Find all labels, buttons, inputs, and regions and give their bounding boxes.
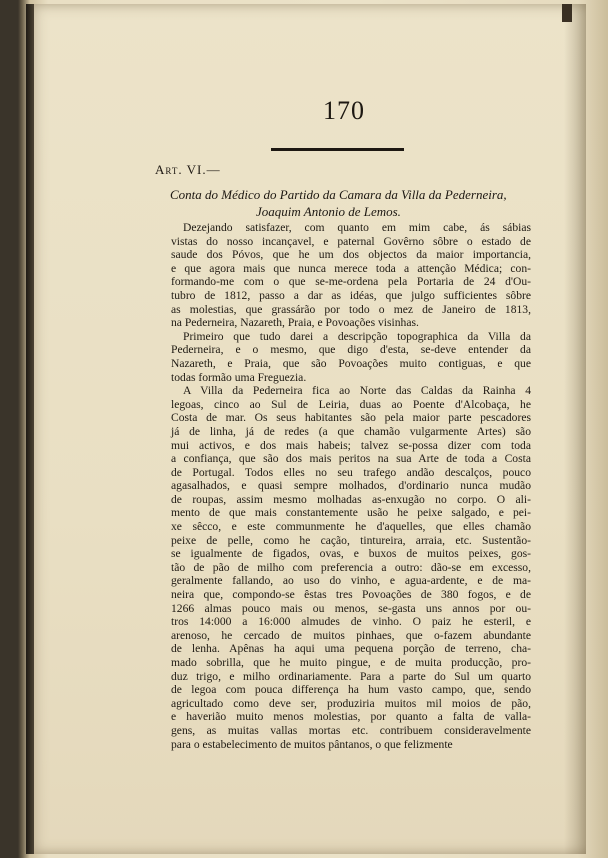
- header-rule: [271, 148, 404, 151]
- text-line: neira que, compondo-se êstas tres Povoações de 380 fogos, e de: [171, 588, 531, 602]
- article-title: [170, 186, 530, 220]
- text-line: formando-me com o que se-me-ordena pela Portaria de 24 d'Ou-: [171, 275, 531, 289]
- title-line: Conta do Médico do Partido da Camara da Villa da Pederneira,: [170, 187, 507, 202]
- paragraph: [171, 221, 531, 330]
- text-line: arenoso, he cercado de muitos pinhaes, que o-fazem abundante: [171, 628, 531, 642]
- text-line: tão de pão de milho com preferencia a outro: dão-se em excesso,: [171, 560, 531, 574]
- text-line: tros 14:000 a 16:000 almudes de vinho. O paiz he esteril, e: [171, 615, 531, 629]
- page-number: 170: [323, 96, 365, 125]
- text-line: 1266 almas pouco mais ou menos, se-gasta uns annos por ou-: [171, 601, 531, 615]
- text-line: Costa de mar. Os seus habitantes são pela maior parte pescadores: [171, 411, 531, 425]
- text-line: agricultado como deve ser, produziria muitos mil moios de pão,: [171, 696, 531, 710]
- text-line: a confiança, que são dos mais peritos na sua Arte de toda a Costa: [171, 452, 531, 466]
- text-line: já de linha, já de redes (a que chamão vulgarmente Artes) são: [171, 424, 531, 438]
- text-line: Primeiro que tudo darei a descripção topographica da Villa da: [183, 329, 531, 343]
- text-line: Dezejando satisfazer, com quanto em mim cabe, ás sábias: [183, 221, 531, 234]
- text-line: Pederneira, e o mesmo, que digo d'esta, se-deve entender da: [171, 343, 531, 357]
- text-line: de legoa com pouca differença ha hum vasto campo, que, sendo: [171, 683, 531, 697]
- text-line: na Pederneira, Nazareth, Praia, e Povoações visinhas.: [171, 316, 419, 330]
- text-line: mento de que mais constantemente usão he peixe salgado, e pei-: [171, 506, 531, 520]
- page-tab-mark: [562, 4, 572, 22]
- page-edge-shadow: [564, 4, 586, 854]
- text-line: mui activos, e dos mais habeis; talvez se-possa dizer com toda: [171, 438, 531, 452]
- text-line: se igualmente de figados, ovas, e buxos de muitos peixes, gos-: [171, 547, 531, 561]
- text-line: saude dos Póvos, que he um dos objectos da maior importancia,: [171, 248, 531, 262]
- book-spine-shadow: [26, 4, 34, 854]
- text-line: vistas do nosso incançavel, e paternal Govêrno sôbre o estado de: [171, 234, 531, 248]
- text-line: de Portugal. Todos elles no seu trafego andão descalços, pouco: [171, 465, 531, 479]
- article-heading: Art. VI.—: [155, 162, 221, 177]
- text-line: gens, as muitas vallas mortas etc. contribuem consideravelmente: [171, 723, 531, 737]
- text-line: de roupas, assim mesmo molhadas as-enxugão no corpo. O ali-: [171, 492, 531, 506]
- text-line: peixe de pelle, como he cação, tintureira, arraia, etc. Sustentão-: [171, 533, 531, 547]
- text-line: de lenha. Apênas ha aqui uma pequena porção de terreno, cha-: [171, 642, 531, 656]
- text-line: legoas, cinco ao Sul de Leiria, duas ao Poente d'Alcobaça, he: [171, 397, 531, 411]
- text-line: agasalhados, e quasi sempre molhados, d'ordinario nunca mudão: [171, 479, 531, 493]
- text-line: mado sobrilla, que he muito pingue, e de muita producção, pro-: [171, 656, 531, 669]
- title-line: Joaquim Antonio de Lemos.: [256, 204, 401, 219]
- text-line: e haverião muito menos molestias, por quanto a falta de valla-: [171, 710, 531, 724]
- text-line: Nazareth, e Praia, que são Povoações muito contiguas, e que: [171, 356, 531, 370]
- text-line: as molestias, que grassárão por todo o mez de Janeiro de 1813,: [171, 302, 531, 316]
- article-body: [171, 221, 531, 751]
- text-line: tubro de 1812, passo a dar as idéas, que julgo sufficientes sôbre: [171, 288, 531, 302]
- paragraph: [171, 384, 531, 751]
- text-line: A Villa da Pederneira fica ao Norte das Caldas da Rainha 4: [183, 384, 531, 398]
- text-line: xe sêcco, e este communmente he d'aquelles, que elles chamão: [171, 520, 531, 534]
- text-line: para o estabelecimento de muitos pântanos, o que felizmente: [171, 737, 453, 751]
- text-line: e que agora mais que nunca merece toda a attenção Médica; con-: [171, 261, 531, 275]
- paragraph: [171, 330, 531, 384]
- text-line: geralmente fallando, ao uso do vinho, e agua-ardente, e de ma-: [171, 574, 531, 588]
- text-line: todas formão uma Freguezia.: [171, 370, 307, 384]
- text-line: duz trigo, e milho ordinariamente. Para a parte do Sul um quarto: [171, 669, 531, 683]
